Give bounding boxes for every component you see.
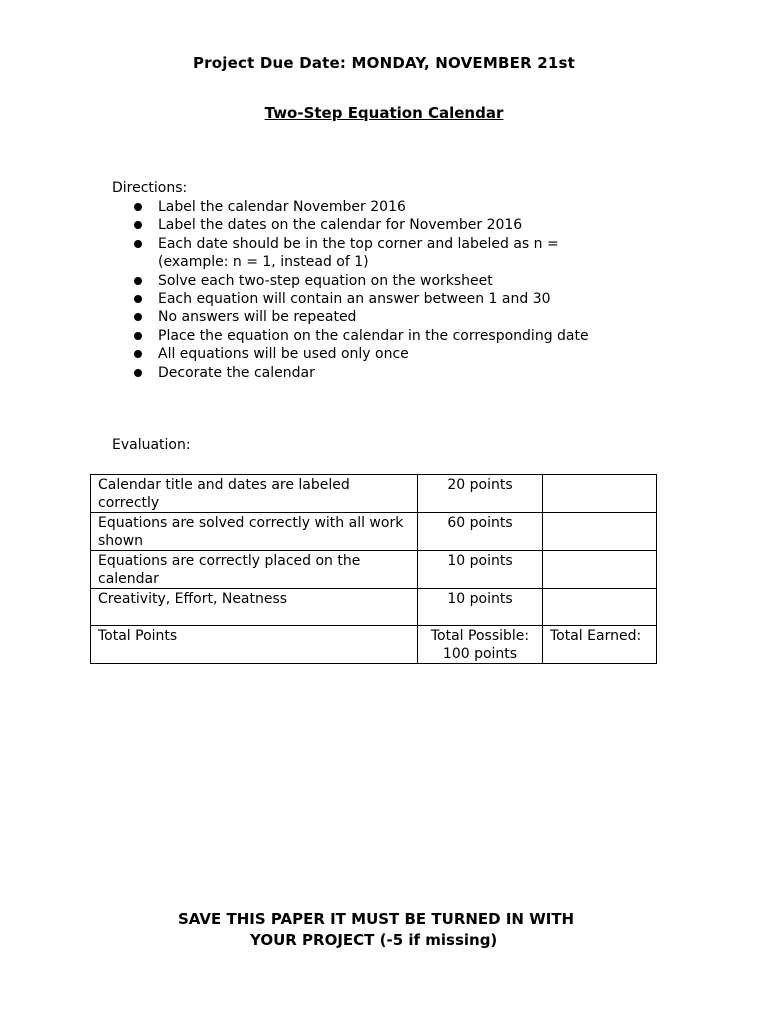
save-paper-notice <box>178 909 648 951</box>
evaluation-table <box>90 474 657 664</box>
list-item <box>112 198 589 216</box>
list-item-text: (example: n = 1, instead of 1) <box>158 254 369 271</box>
list-item-text: Label the calendar November 2016 <box>158 199 406 215</box>
list-item-text: Each date should be in the top corner and labeled as n = <box>158 235 559 252</box>
table-row <box>91 551 657 589</box>
due-date-label: Project Due Date: <box>192 54 352 72</box>
points-cell: 10 points <box>418 551 543 589</box>
earned-cell <box>543 475 657 513</box>
evaluation-label: Evaluation: <box>112 437 191 453</box>
list-item-text: No answers will be repeated <box>158 309 357 326</box>
bullet-icon <box>134 332 142 340</box>
bullet-icon <box>134 295 142 303</box>
list-item-text: All equations will be used only once <box>158 346 409 363</box>
earned-cell <box>543 551 657 589</box>
bullet-icon <box>134 277 142 285</box>
directions-list <box>112 198 589 382</box>
total-label-cell: Total Points <box>91 626 418 664</box>
list-item <box>112 235 589 253</box>
points-cell: 10 points <box>418 589 543 626</box>
total-possible-cell: Total Possible: 100 points <box>418 626 543 664</box>
table-row <box>91 475 657 513</box>
criterion-cell: Creativity, Effort, Neatness <box>91 589 418 626</box>
total-earned-cell: Total Earned: <box>543 626 657 664</box>
save-notice-line-1: SAVE THIS PAPER IT MUST BE TURNED IN WITH <box>178 910 575 928</box>
document-title <box>0 104 768 122</box>
due-date-value: MONDAY, NOVEMBER 21st <box>351 54 576 72</box>
bullet-icon <box>134 313 142 321</box>
list-item <box>112 327 589 345</box>
directions-label: Directions: <box>112 180 188 196</box>
bullet-icon <box>134 221 142 229</box>
bullet-icon <box>134 203 142 211</box>
points-cell: 20 points <box>418 475 543 513</box>
list-item <box>112 364 589 382</box>
list-item-text: Place the equation on the calendar in the corresponding date <box>158 327 589 344</box>
bullet-icon <box>134 350 142 358</box>
points-cell: 60 points <box>418 513 543 551</box>
list-item <box>112 345 589 363</box>
list-item-text: Solve each two-step equation on the worksheet <box>158 272 493 289</box>
list-item <box>112 290 589 308</box>
table-row-total <box>91 626 657 664</box>
due-date-heading <box>0 54 768 72</box>
document-title-text: Two-Step Equation Calendar <box>264 104 504 122</box>
table-row <box>91 589 657 626</box>
list-item-text: Decorate the calendar <box>158 364 315 381</box>
criterion-cell: Equations are correctly placed on the calendar <box>91 551 418 589</box>
criterion-cell: Equations are solved correctly with all work shown <box>91 513 418 551</box>
list-item <box>112 272 589 290</box>
criterion-cell: Calendar title and dates are labeled correctly <box>91 475 418 513</box>
list-item <box>112 216 589 234</box>
earned-cell <box>543 589 657 626</box>
save-notice-line-2: YOUR PROJECT (-5 if missing) <box>250 931 498 949</box>
list-item-text: Label the dates on the calendar for November 2016 <box>158 217 523 234</box>
earned-cell <box>543 513 657 551</box>
list-item-continuation <box>112 253 589 271</box>
bullet-icon <box>134 369 142 377</box>
list-item-text: Each equation will contain an answer between 1 and 30 <box>158 291 551 308</box>
table-row <box>91 513 657 551</box>
list-item <box>112 308 589 326</box>
bullet-icon <box>134 240 142 248</box>
